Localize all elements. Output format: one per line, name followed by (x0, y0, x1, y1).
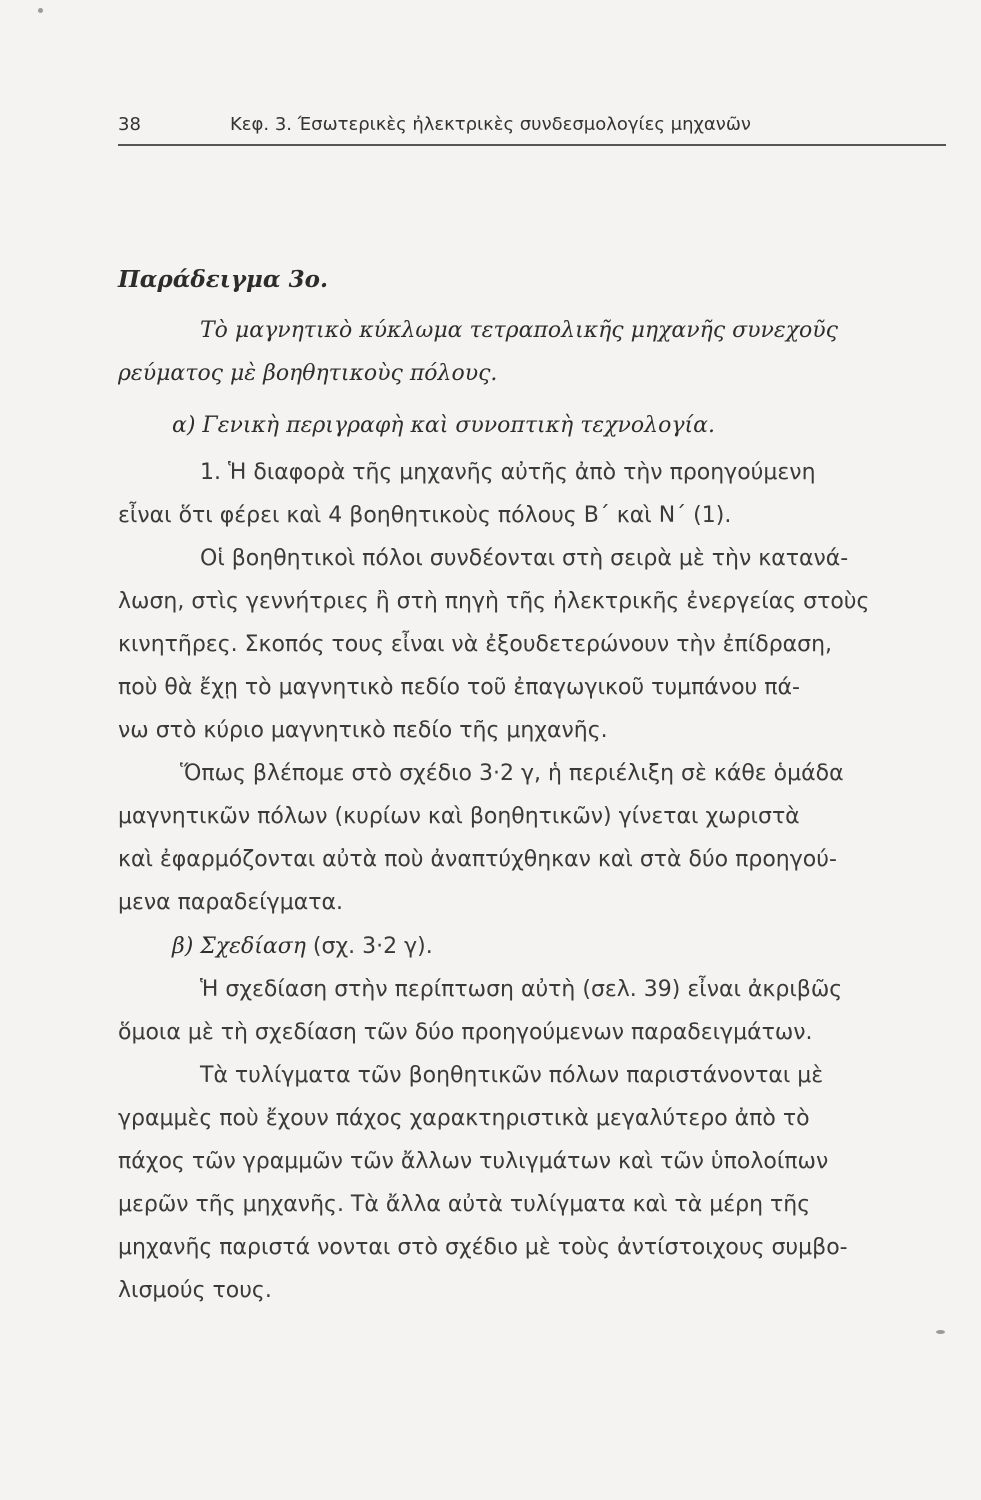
part-b-heading (118, 925, 952, 968)
body-line: Ὅπως βλέπομε στὸ σχέδιο 3·2 γ, ἡ περιέλιξη σὲ κάθε ὁμάδα (180, 761, 844, 786)
subtitle-block (118, 309, 952, 395)
scan-speck (936, 1330, 945, 1334)
part-b-body (118, 968, 952, 1312)
body-line: γραμμὲς ποὺ ἔχουν πάχος χαρακτηριστικὰ μεγαλύτερο ἀπὸ τὸ (118, 1106, 810, 1131)
body-line: ποὺ θὰ ἔχῃ τὸ μαγνητικὸ πεδίο τοῦ ἐπαγωγικοῦ τυμπάνου πά- (118, 675, 800, 700)
body-line: λισμούς τους. (118, 1278, 272, 1303)
part-a-body (118, 451, 952, 924)
body-line: νω στὸ κύριο μαγνητικὸ πεδίο τῆς μηχανῆς. (118, 718, 608, 743)
body-line: καὶ ἐφαρμόζονται αὐτὰ ποὺ ἀναπτύχθηκαν καὶ στὰ δύο προηγού- (118, 847, 837, 872)
body-line: λωση, στὶς γεννήτριες ἢ στὴ πηγὴ τῆς ἠλεκτρικῆς ἐνεργείας στοὺς (118, 589, 870, 614)
body-line: 1. Ἡ διαφορὰ τῆς μηχανῆς αὐτῆς ἀπὸ τὴν προηγούμενη (200, 460, 816, 485)
body-line: Ἡ σχεδίαση στὴν περίπτωση αὐτὴ (σελ. 39) εἶναι ἀκριβῶς (200, 977, 843, 1002)
body-line: εἶναι ὅτι φέρει καὶ 4 βοηθητικοὺς πόλους Β΄ καὶ Ν΄ (1). (118, 503, 732, 528)
part-b-heading-label: β) Σχεδίαση (172, 934, 306, 959)
body-line: πάχος τῶν γραμμῶν τῶν ἄλλων τυλιγμάτων καὶ τῶν ὑπολοίπων (118, 1149, 829, 1174)
part-b-heading-ref: (σχ. 3·2 γ). (312, 934, 433, 959)
running-header (118, 114, 946, 144)
subtitle-line: ρεύματος μὲ βοηθητικοὺς πόλους. (118, 361, 498, 386)
body-line: μερῶν τῆς μηχανῆς. Τὰ ἄλλα αὐτὰ τυλίγματα καὶ τὰ μέρη τῆς (118, 1192, 811, 1217)
body-line: Τὰ τυλίγματα τῶν βοηθητικῶν πόλων παριστάνονται μὲ (200, 1063, 824, 1088)
part-a-heading: α) Γενικὴ περιγραφὴ καὶ συνοπτικὴ τεχνολογία. (172, 413, 715, 438)
body-line: ὅμοια μὲ τὴ σχεδίαση τῶν δύο προηγούμενων παραδειγμάτων. (118, 1020, 813, 1045)
page-number: 38 (118, 114, 141, 135)
body-line: μενα παραδείγματα. (118, 890, 343, 915)
body-line: μαγνητικῶν πόλων (κυρίων καὶ βοηθητικῶν) γίνεται χωριστὰ (118, 804, 800, 829)
section-heading: Παράδειγμα 3ο. (118, 266, 328, 293)
subtitle-line: Τὸ μαγνητικὸ κύκλωμα τετραπολικῆς μηχανῆς συνεχοῦς (200, 318, 838, 343)
running-title: Κεφ. 3. Έσωτερικὲς ἠλεκτρικὲς συνδεσμολογίες μηχανῶν (230, 114, 751, 135)
header-rule (118, 144, 946, 146)
body-line: μηχανῆς παριστά νονται στὸ σχέδιο μὲ τοὺς ἀντίστοιχους συμβο- (118, 1235, 848, 1260)
body-line: κινητῆρες. Σκοπός τους εἶναι νὰ ἐξουδετερώνουν τὴν ἐπίδραση, (118, 632, 833, 657)
scan-speck (38, 8, 43, 13)
body-line: Οἱ βοηθητικοὶ πόλοι συνδέονται στὴ σειρὰ μὲ τὴν κατανά- (200, 546, 849, 571)
